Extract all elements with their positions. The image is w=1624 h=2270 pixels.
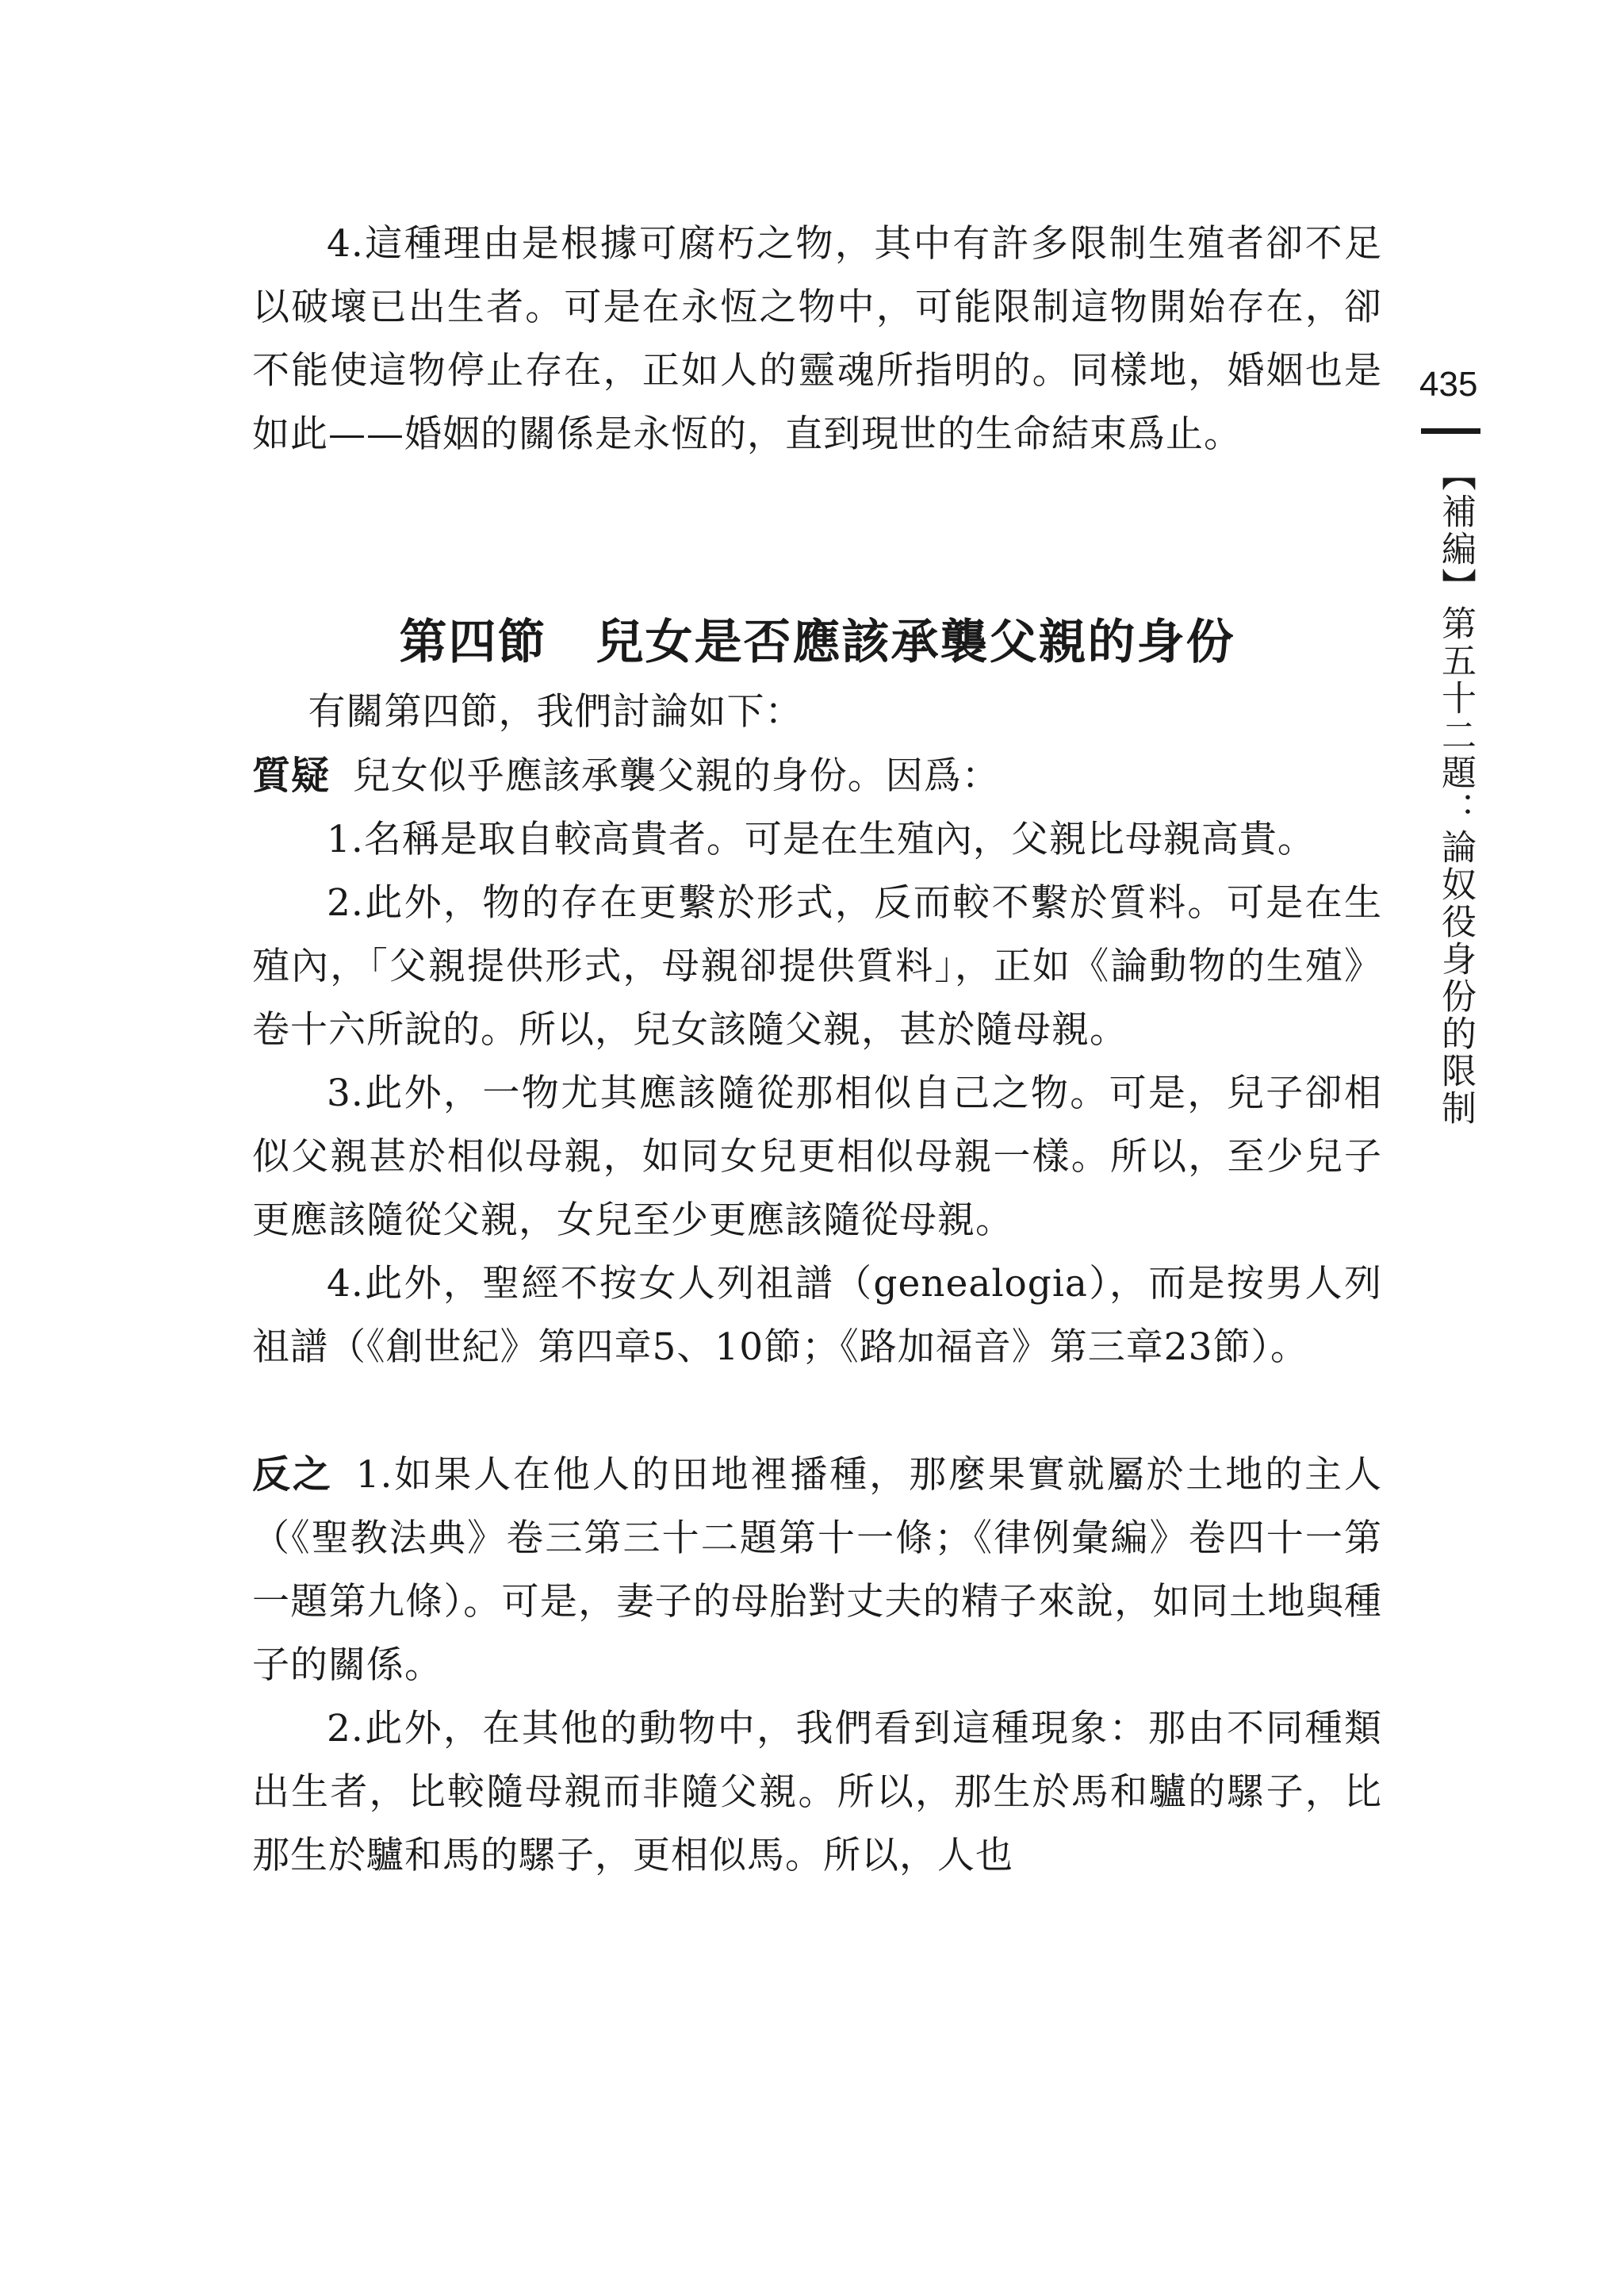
objection-lead: 兒女似乎應該承襲父親的身份。因爲： bbox=[352, 754, 1000, 798]
objection-item: 4.此外，聖經不按女人列祖譜（genealogia），而是按男人列祖譜（《創世紀》第四章5、10節；《路加福音》第三章23節）。 bbox=[252, 1262, 1382, 1369]
section-gap bbox=[252, 1379, 1382, 1443]
contrary-item: 2.此外，在其他的動物中，我們看到這種現象：那由不同種類出生者，比較隨母親而非隨父親。所以，那生於馬和驢的騾子，比那生於驢和馬的騾子，更相似馬。所以，人也 bbox=[252, 1707, 1382, 1877]
section-intro: 有關第四節，我們討論如下： bbox=[308, 690, 803, 734]
objection-item: 1.名稱是取自較高貴者。可是在生殖內，父親比母親高貴。 bbox=[327, 818, 1316, 861]
top-text-block bbox=[252, 213, 1382, 466]
main-text-block bbox=[252, 681, 1382, 1888]
objection-item: 3.此外，一物尤其應該隨從那相似自己之物。可是，兒子卻相似父親甚於相似母親，如同女兒更相似母親一樣。所以，至少兒子更應該隨從父親，女兒至少更應該隨從母親。 bbox=[252, 1072, 1382, 1242]
contrary-item: 1.如果人在他人的田地裡播種，那麼果實就屬於土地的主人（《聖教法典》卷三第三十二題第十一條；《律例彙編》卷四十一第一題第九條）。可是，妻子的母胎對丈夫的精子來說，如同土地與種子的關係。 bbox=[252, 1453, 1382, 1687]
contrary-first-paragraph bbox=[252, 1443, 1382, 1697]
objection-lead-paragraph bbox=[252, 744, 1382, 808]
top-paragraph: 4.這種理由是根據可腐朽之物，其中有許多限制生殖者卻不足以破壞已出生者。可是在永恆之物中，可能限制這物開始存在，卻不能使這物停止存在，正如人的靈魂所指明的。同樣地，婚姻也是如此——婚姻的關係是永恆的，直到現世的生命結束爲止。 bbox=[252, 222, 1382, 456]
objection-label: 質疑 bbox=[252, 753, 331, 798]
section-heading: 第四節 兒女是否應該承襲父親的身份 bbox=[399, 615, 1235, 670]
header-rule bbox=[1421, 428, 1480, 434]
contrary-label: 反之 bbox=[252, 1452, 333, 1497]
objection-item: 2.此外，物的存在更繫於形式，反而較不繫於質料。可是在生殖內，「父親提供形式，母親卻提供質料」，正如《論動物的生殖》卷十六所說的。所以，兒女該隨父親，甚於隨母親。 bbox=[252, 881, 1382, 1052]
running-title: 【補編】第五十二題：論奴役身份的限制 bbox=[1435, 456, 1476, 1127]
page-number: 435 bbox=[1419, 365, 1478, 404]
